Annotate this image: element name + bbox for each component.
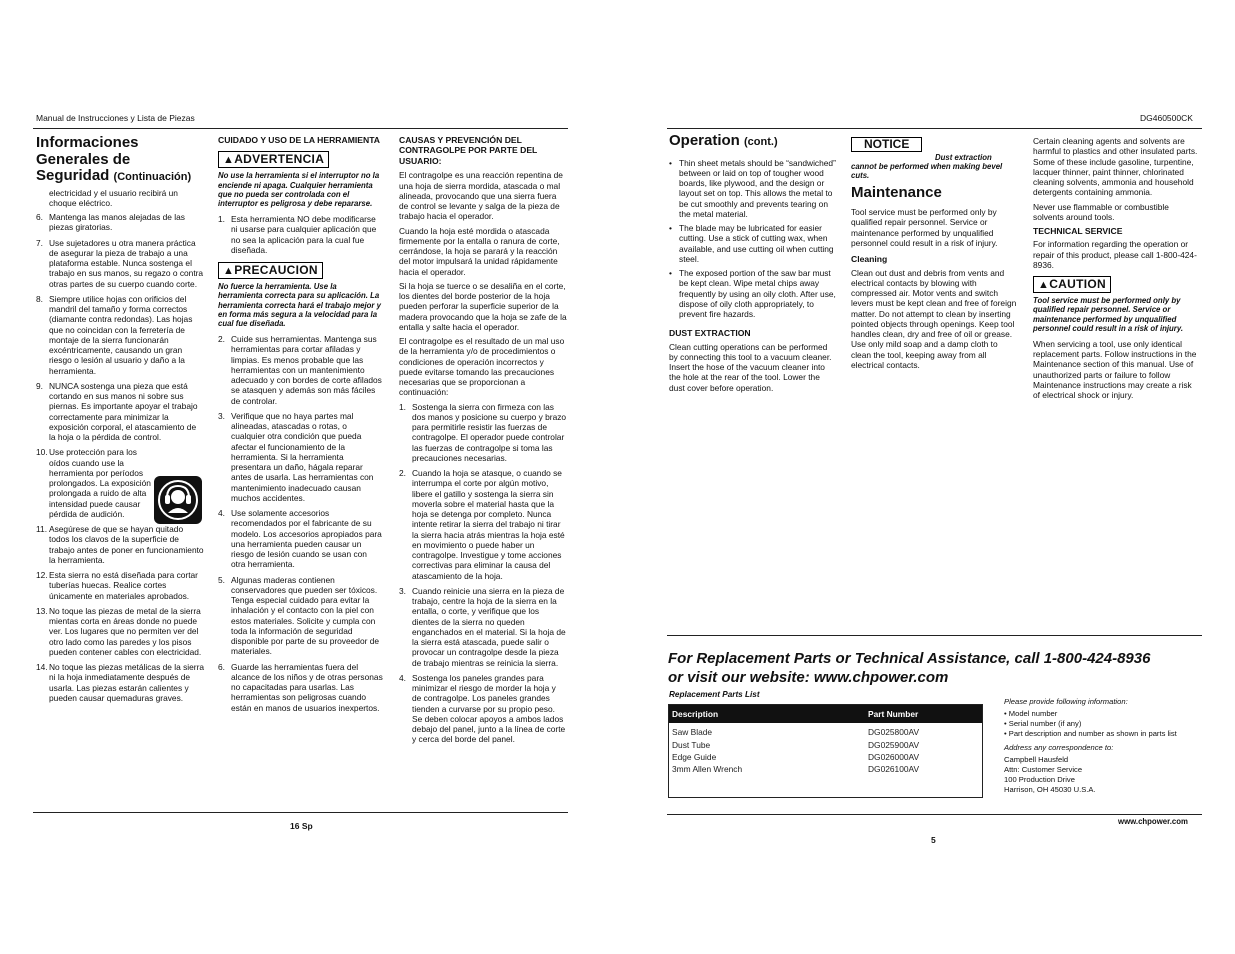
right-footer-rule bbox=[667, 814, 1202, 815]
left-col-3 bbox=[399, 135, 567, 750]
warning-text: No use la herramienta si el interruptor no la enciende ni apaga. Cualquier herramienta que no pueda ser controlada con el interruptor es peligrosa y debe repararse. bbox=[218, 171, 380, 209]
warning-triangle-icon: ▲ bbox=[1038, 279, 1050, 292]
bullet-item: • Thin sheet metals should be “sandwiched” between or laid on top of tougher wood boards, like plywood, and the design or layout set on top. This allows the metal to be cut smoothly and prevents tearing on the metal material. bbox=[669, 157, 836, 219]
list-item: 6. Guarde las herramientas fuera del alcance de los niños y de otras personas no capacitadas para usarlas. Las herramientas son peligrosas cuando están en manos de usuarios inexpertos. bbox=[218, 661, 383, 713]
table-row bbox=[669, 723, 982, 738]
caution-label: ▲CAUTION bbox=[1033, 276, 1111, 293]
dust-text: Clean cutting operations can be performed by connecting this tool to a vacuum cleaner. Insert the hose of the vacuum cleaner into the hole at the rear of the tool. Lower the dust cover before operation. bbox=[669, 341, 832, 393]
contact-phone: For Replacement Parts or Technical Assistance, call 1-800-424-8936 bbox=[668, 650, 1151, 667]
col2-list bbox=[218, 334, 383, 713]
table-row bbox=[669, 739, 982, 751]
list-item: 7. Use sujetadores u otra manera práctica de asegurar la pieza de trabajo a una plataforma estable. Nunca sostenga el trabajo en sus manos, su regazo o contra otras partes de su cuerpo cuando corte. bbox=[36, 237, 204, 289]
cleaning-text: Clean out dust and debris from vents and electrical contacts by blowing with compressed air. Motor vents and switch levers must be kept clean and free of foreign matter. Do not attempt to clean by inserting pointed objects through openings. Keep tool handles clean, dry and free of oil or grease. Use only mild soap and a damp cloth to clean the tool, keeping away from all electrical contacts. bbox=[851, 267, 1017, 370]
col1-intro: electricidad y el usuario recibirá un choque eléctrico. bbox=[49, 187, 178, 208]
left-header-rule bbox=[33, 128, 568, 129]
care-heading: CUIDADO Y USO DE LA HERRAMIENTA bbox=[218, 135, 381, 145]
list-item: 5. Algunas maderas contienen conservadores que pueden ser tóxicos. Tenga especial cuidado para evitar la inhalación y el contacto con la piel con estos materiales. Solicite y cumpla con toda la información de seguridad disponible por parte de su proveedor de materiales. bbox=[218, 574, 380, 657]
servicing-text: When servicing a tool, use only identical replacement parts. Follow instructions in the Maintenance section of this manual. Use of unauthorized parts or failure to follow Maintenance instructions may create a risk of electrical shock or injury. bbox=[1033, 338, 1197, 401]
model-number: DG460500CK bbox=[1140, 113, 1193, 123]
parts-table bbox=[669, 705, 982, 775]
paragraph: El contragolpe es el resultado de un mal uso de la herramienta y/o de procedimientos o condiciones de operación incorrectos y puede evitarse tomando las precauciones necesarias que se proporcionan a continuación: bbox=[399, 336, 565, 398]
flammable-text: Never use flammable or combustible solvents around tools. bbox=[1033, 201, 1169, 222]
caution-text: Tool service must be performed only by qualified repair personnel. Service or maintenance performed by unqualified personnel could result in a risk of injury. bbox=[1033, 296, 1184, 333]
list-item: 14. No toque las piezas metálicas de la sierra ni la hoja inmediatamente después de usarla. Las piezas estarán calientes y pueden causar quemaduras graves. bbox=[36, 662, 205, 703]
address-line: 100 Production Drive bbox=[1004, 775, 1075, 785]
section-title: Informaciones Generales de Seguridad (Continuación) bbox=[36, 134, 192, 184]
contact-website: or visit our website: www.chpower.com bbox=[668, 668, 949, 686]
part-description: Edge Guide bbox=[672, 751, 717, 762]
list-item: 2. Cuide sus herramientas. Mantenga sus herramientas para cortar afiladas y limpias. Es menos probable que las herramientas con un mantenimiento adecuado y con bordes de corte afilados se atasquen y además son más fáciles de controlar. bbox=[218, 334, 382, 406]
list-item: • Part description and number as shown in parts list bbox=[1004, 728, 1177, 738]
left-col-1 bbox=[36, 135, 204, 708]
col-part-number: Part Number bbox=[865, 705, 982, 723]
parts-list-title: Replacement Parts List bbox=[669, 690, 760, 699]
left-page-number: 16 Sp bbox=[290, 821, 313, 831]
solvents-text: Certain cleaning agents and solvents are harmful to plastics and other insulated parts. Some of these include gasoline, turpentine, lacquer thinner, paint thinner, chlorinated cleaning solvents, ammonia and household detergents containing ammonia. bbox=[1033, 136, 1198, 198]
footer-website: www.chpower.com bbox=[1118, 817, 1188, 826]
right-col-3 bbox=[1033, 136, 1201, 404]
list-item: 6. Mantenga las manos alejadas de las piezas giratorias. bbox=[36, 212, 185, 233]
part-description: Dust Tube bbox=[672, 739, 711, 750]
list-item: 9. NUNCA sostenga una pieza que está cortando en sus manos ni sobre sus piernas. Es importante apoyar el trabajo correctamente para minimizar la exposición corporal, el atascamiento de la hoja o la pérdida de control. bbox=[36, 380, 198, 442]
warning-triangle-icon: ▲ bbox=[223, 265, 235, 278]
caution-label-es: ▲PRECAUCION bbox=[218, 262, 323, 279]
bullet-icon: • bbox=[669, 268, 672, 278]
col-description: Description bbox=[669, 705, 865, 723]
list-item: 13. No toque las piezas de metal de la sierra mientas corta en áreas donde no puede ver. Los lugares que no permiten ver del otro lado como las paredes y los pisos pueden contener cables con electricidad. bbox=[36, 605, 202, 657]
notice-text: Dust extraction cannot be performed when making bevel cuts. bbox=[851, 153, 1003, 181]
col1-list bbox=[36, 212, 204, 703]
warning-label: ▲ADVERTENCIA bbox=[218, 151, 329, 168]
table-row bbox=[669, 763, 982, 775]
right-col-2 bbox=[851, 137, 1019, 374]
right-header-rule bbox=[667, 128, 1202, 129]
paragraph: El contragolpe es una reacción repentina de una hoja de sierra mordida, atascada o mal alineada, provocando que una sierra fuera de control se levante y salga de la pieza de trabajo hacia el operador. bbox=[399, 170, 563, 222]
list-item: 2. Cuando la hoja se atasque, o cuando se interrumpa el corte por algún motivo, libere el gatillo y sostenga la sierra sin moverla sobre el material hasta que la hoja se detenga por completo. Nunca intente retirar la sierra del trabajo ni tirar la sierra hacia atrás mientras la hoja esté en movimiento o puede haber un contragolpe. Investigue y tome acciones correctivas para eliminar la causa del atascamiento de la hoja. bbox=[399, 468, 565, 581]
bullet-icon: • bbox=[669, 157, 672, 168]
list-item: • Model number bbox=[1004, 708, 1058, 718]
notice-label: NOTICE bbox=[851, 137, 922, 152]
info-box bbox=[1004, 697, 1204, 795]
parts-table-box bbox=[668, 704, 983, 798]
part-number: DG025800AV bbox=[868, 727, 920, 738]
kickback-heading: CAUSAS Y PREVENCIÓN DEL CONTRAGOLPE POR PARTE DEL USUARIO: bbox=[399, 135, 538, 166]
table-row bbox=[669, 751, 982, 763]
list-item: 10. Use protección para los oídos cuando use la herramienta por períodos prolongados. La exposición prolongada a ruido de alta intensidad puede causar pérdida de audición. bbox=[36, 447, 151, 519]
contact-banner bbox=[668, 650, 1208, 688]
notice-block bbox=[851, 137, 1019, 181]
part-description: 3mm Allen Wrench bbox=[672, 764, 743, 774]
address-line: Campbell Hausfeld bbox=[1004, 755, 1069, 765]
paragraph: Cuando la hoja esté mordida o atascada firmemente por la entalla o ranura de corte, cerrándose, la hoja se parará y la reacción del motor impulsará la unidad rápidamente hacia el operador. bbox=[399, 225, 560, 277]
maintenance-title: Maintenance bbox=[851, 183, 942, 201]
operation-bullets bbox=[669, 158, 837, 320]
bullet-icon: • bbox=[669, 223, 672, 233]
paragraph: Si la hoja se tuerce o se desaliña en el corte, los dientes del borde posterior de la hoja pueden perforar la superficie superior de la madera provocando que la hoja se zafe de la entalla y salte hacia el operador. bbox=[399, 280, 567, 332]
tech-service-text: For information regarding the operation or repair of this product, please call 1-800-424-8936. bbox=[1033, 239, 1197, 270]
list-item: 4. Sostenga los paneles grandes para minimizar el riesgo de morder la hoja y de contragolpe. Los paneles grandes tienden a curvarse por su propio peso. Se deben colocar apoyos a ambos lados debajo del panel, junto a la línea de corte y cerca del borde del panel. bbox=[399, 672, 566, 745]
part-description: Saw Blade bbox=[672, 727, 713, 738]
contact-rule bbox=[667, 635, 1202, 636]
list-item: 1. Esta herramienta NO debe modificarse ni usarse para cualquier aplicación que no sea la aplicación para la cual fue diseñada. bbox=[218, 214, 377, 255]
manual-title: Manual de Instrucciones y Lista de Piezas bbox=[36, 113, 195, 123]
kickback-paras bbox=[399, 170, 567, 397]
address-block bbox=[1004, 755, 1204, 794]
right-col-1 bbox=[669, 133, 837, 397]
list-item: 1. Sostenga la sierra con firmeza con las dos manos y posicione su cuerpo y brazo para permitirle resistir las fuerzas de contragolpe. El operador puede controlar las fuerzas de contragolpe si toma las precauciones necesarias. bbox=[399, 401, 567, 463]
address-heading: Address any correspondence to: bbox=[1004, 743, 1114, 753]
list-item: 3. Verifique que no haya partes mal alineadas, atascadas o rotas, o cualquier otra condición que pueda afectar el funcionamiento de la herramienta. Si la herramienta presentara un daño, hágala reparar antes de usarla. Las herramientas con mantenimiento inadecuado causan muchos accidentes. bbox=[218, 410, 374, 503]
list-item: 4. Use solamente accesorios recomendados por el fabricante de su modelo. Los accesorios apropiados para una herramienta pueden causar un riesgo de lesión cuando se usan con otra herramienta. bbox=[218, 508, 382, 570]
bullet-item: • The blade may be lubricated for easier cutting. Use a stick of cutting wax, when available, and use cutting oil when cutting steel. bbox=[669, 223, 834, 264]
list-item: 3. Cuando reinicie una sierra en la pieza de trabajo, centre la hoja de la sierra en la entalla, o corte, y verifique que los dientes de la sierra no queden enganchados en el material. Si la hoja de la sierra está atascada, puede salir o provocar un contragolpe desde la pieza de trabajo mientras se reinicia la sierra. bbox=[399, 585, 566, 668]
part-number: DG026000AV bbox=[868, 751, 920, 762]
left-footer-rule bbox=[33, 812, 568, 813]
list-item: • Serial number (if any) bbox=[1004, 718, 1082, 728]
left-col-2 bbox=[218, 135, 383, 718]
tech-service-heading: TECHNICAL SERVICE bbox=[1033, 226, 1123, 236]
operation-title: Operation (cont.) bbox=[669, 132, 778, 149]
dust-heading: DUST EXTRACTION bbox=[669, 328, 751, 339]
provide-list bbox=[1004, 709, 1204, 739]
caution-text-es: No fuerce la herramienta. Use la herramienta correcta para su aplicación. La herramienta correcta hará el trabajo mejor y en forma más segura a la velocidad para la cual fue diseñada. bbox=[218, 282, 381, 328]
part-number: DG025900AV bbox=[868, 739, 920, 750]
list-item: 12. Esta sierra no está diseñada para cortar tuberías huecas. Realice cortes únicamente en materiales aprobados. bbox=[36, 570, 198, 601]
address-line: Attn: Customer Service bbox=[1004, 765, 1083, 775]
hearing-protection-icon bbox=[154, 476, 202, 524]
list-item: 11. Asegúrese de que se hayan quitado todos los clavos de la superficie de trabajo antes de poner en funcionamiento la herramienta. bbox=[36, 524, 204, 565]
list-item: 8. Siempre utilice hojas con orificios del mandril del tamaño y forma correctos (diamante contra redondas). Las hojas que no coincidan con la ferretería de montaje de la sierra funcionarán excéntricamente, causando un gran riesgo o lesión al usuario y daño a la herramienta. bbox=[36, 293, 193, 376]
cleaning-heading: Cleaning bbox=[851, 254, 888, 265]
warning-triangle-icon: ▲ bbox=[223, 154, 235, 167]
bullet-item: • The exposed portion of the saw bar must be kept clean. Wipe metal chips away frequently by using an oily cloth. After use, dispose of oily cloth appropriately, to prevent fire hazards. bbox=[669, 268, 836, 319]
part-number: DG026100AV bbox=[868, 764, 920, 774]
address-line: Harrison, OH 45030 U.S.A. bbox=[1004, 784, 1096, 794]
maintenance-text: Tool service must be performed only by qualified repair personnel. Service or maintenance performed by unqualified personnel could result in a risk of injury. bbox=[851, 207, 998, 248]
col3-list bbox=[399, 402, 567, 745]
provide-heading: Please provide following information: bbox=[1004, 697, 1128, 706]
right-page-number: 5 bbox=[931, 835, 936, 845]
